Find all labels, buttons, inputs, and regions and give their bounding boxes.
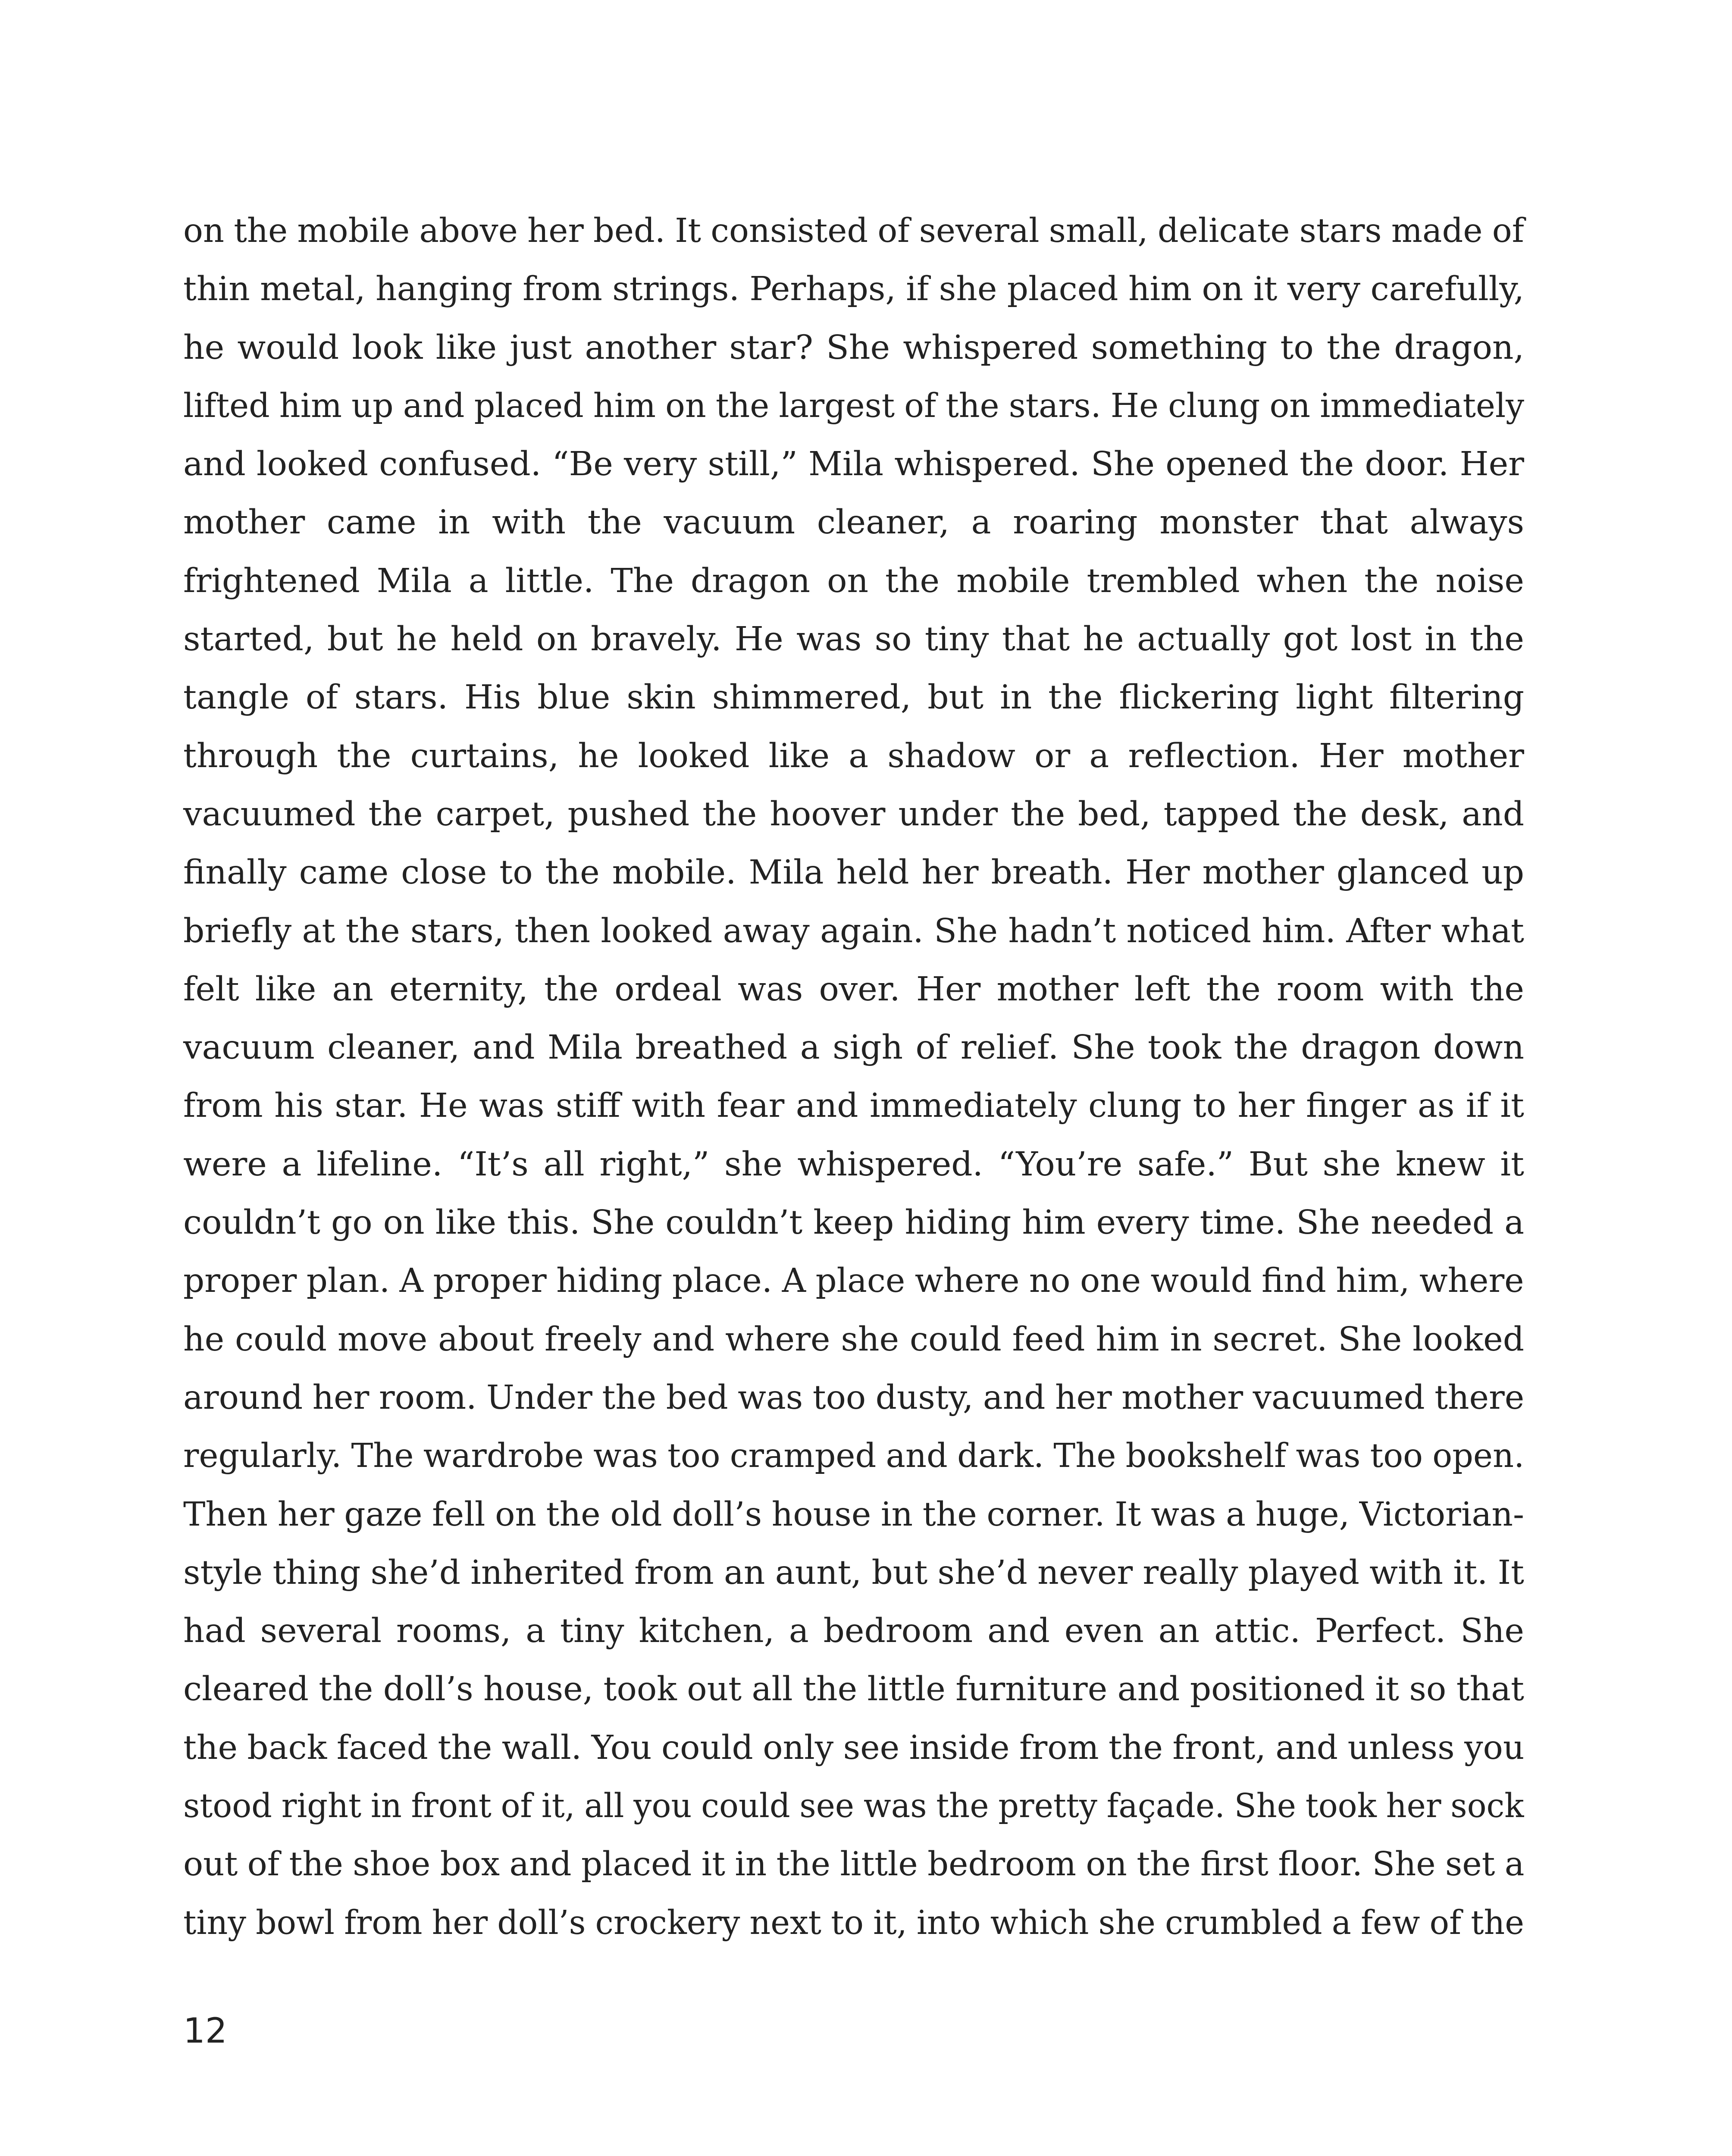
text-line: cleared the doll’s house, took out all the little furniture and positioned it so that <box>183 1670 1524 1709</box>
text-line: and looked confused. “Be very still,” Mila whispered. She opened the door. Her <box>183 445 1524 484</box>
text-line: lifted him up and placed him on the largest of the stars. He clung on immediately <box>183 386 1525 425</box>
text-line: he could move about freely and where she could feed him in secret. She looked <box>183 1320 1524 1359</box>
text-line: tiny bowl from her doll’s crockery next to it, into which she crumbled a few of the <box>183 1903 1525 1942</box>
text-line: briefly at the stars, then looked away again. She hadn’t noticed him. After what <box>183 912 1524 950</box>
text-line: were a lifeline. “It’s all right,” she whispered. “You’re safe.” But she knew it <box>183 1145 1524 1184</box>
text-line: stood right in front of it, all you could see was the pretty façade. She took her sock <box>183 1787 1524 1826</box>
text-line: had several rooms, a tiny kitchen, a bedroom and even an attic. Perfect. She <box>183 1612 1524 1651</box>
text-line: couldn’t go on like this. She couldn’t keep hiding him every time. She needed a <box>183 1203 1524 1242</box>
text-line: proper plan. A proper hiding place. A place where no one would find him, where <box>183 1262 1524 1300</box>
text-line: style thing she’d inherited from an aunt, but she’d never really played with it. It <box>183 1553 1524 1592</box>
text-line: on the mobile above her bed. It consisted of several small, delicate stars made of <box>183 212 1524 250</box>
text-line: felt like an eternity, the ordeal was over. Her mother left the room with the <box>183 970 1524 1009</box>
text-line: mother came in with the vacuum cleaner, a roaring monster that always <box>183 503 1524 542</box>
body-text <box>183 202 1524 1952</box>
text-line: he would look like just another star? She whispered something to the dragon, <box>183 328 1524 367</box>
text-line: tangle of stars. His blue skin shimmered, but in the flickering light filtering <box>183 678 1524 717</box>
text-line: frightened Mila a little. The dragon on the mobile trembled when the noise <box>183 561 1524 600</box>
text-line: Then her gaze fell on the old doll’s house in the corner. It was a huge, Victorian- <box>183 1495 1524 1534</box>
text-line: around her room. Under the bed was too dusty, and her mother vacuumed there <box>183 1378 1525 1417</box>
page-number: 12 <box>183 2011 227 2051</box>
text-line: vacuum cleaner, and Mila breathed a sigh of relief. She took the dragon down <box>183 1028 1524 1067</box>
text-line: thin metal, hanging from strings. Perhaps, if she placed him on it very carefully, <box>183 270 1524 309</box>
text-line: finally came close to the mobile. Mila held her breath. Her mother glanced up <box>183 853 1524 892</box>
text-line: the back faced the wall. You could only see inside from the front, and unless you <box>183 1728 1525 1767</box>
text-line: started, but he held on bravely. He was so tiny that he actually got lost in the <box>183 620 1524 659</box>
text-line: out of the shoe box and placed it in the little bedroom on the first floor. She set a <box>183 1845 1525 1884</box>
text-line: regularly. The wardrobe was too cramped and dark. The bookshelf was too open. <box>183 1437 1525 1476</box>
text-line: from his star. He was stiff with fear and immediately clung to her finger as if it <box>183 1087 1524 1125</box>
text-line: vacuumed the carpet, pushed the hoover under the bed, tapped the desk, and <box>183 795 1524 834</box>
text-line: through the curtains, he looked like a shadow or a reflection. Her mother <box>183 736 1524 775</box>
